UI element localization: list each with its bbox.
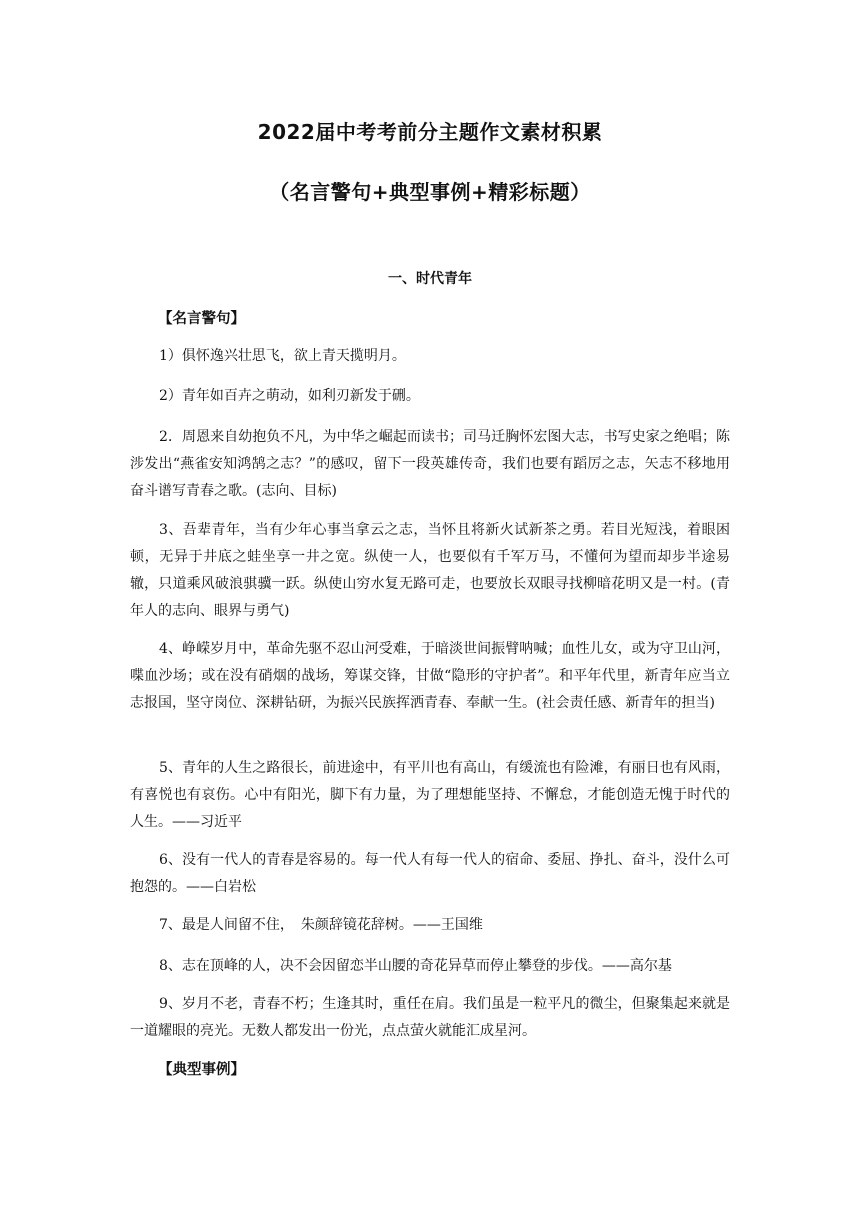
quote-item: 8、志在顶峰的人，决不会因留恋半山腰的奇花异草而停止攀登的步伐。——高尔基 bbox=[159, 958, 672, 974]
quote-item: 4、峥嵘岁月中，革命先驱不忍山河受难，于暗淡世间振臂呐喊；血性儿女，或为守卫山河，喋血沙场；或在没有硝烟的战场，筹谋交锋，甘做“隐形的守护者”。和平年代里，新青年应当立志报国，坚守岗位、深耕钻研，为振兴民族挥洒青春、奉献一生。(社会责任感、新青年的担当) bbox=[130, 641, 730, 711]
document-subtitle: （名言警句+典型事例+精彩标题） bbox=[269, 180, 591, 204]
quote-item: 2）青年如百卉之萌动，如利刃新发于硎。 bbox=[159, 388, 420, 404]
quote-item: 6、没有一代人的青春是容易的。每一代人有每一代人的宿命、委屈、挣扎、奋斗，没什么可抱怨的。——白岩松 bbox=[130, 852, 730, 895]
section-heading: 一、时代青年 bbox=[388, 271, 472, 287]
quote-item: 7、最是人间留不住， 朱颜辞镜花辞树。——王国维 bbox=[159, 917, 483, 933]
quote-item: 5、青年的人生之路很长，前进途中，有平川也有高山，有缓流也有险滩，有丽日也有风雨，有喜悦也有哀伤。心中有阳光，脚下有力量，为了理想能坚持、不懈怠，才能创造无愧于时代的人生。——习近平 bbox=[130, 760, 730, 830]
document-title: 2022届中考考前分主题作文素材积累 bbox=[257, 120, 603, 144]
quote-item: 1）俱怀逸兴壮思飞，欲上青天揽明月。 bbox=[159, 348, 406, 364]
quote-item: 2．周恩来自幼抱负不凡，为中华之崛起而读书；司马迁胸怀宏图大志，书写史家之绝唱；陈涉发出“燕雀安知鸿鹄之志？”的感叹，留下一段英雄传奇，我们也要有蹈厉之志，矢志不移地用奋斗谱写青春之歌。(志向、目标) bbox=[130, 429, 730, 499]
examples-label: 【典型事例】 bbox=[158, 1062, 245, 1078]
quote-item: 9、岁月不老，青春不朽；生逢其时，重任在肩。我们虽是一粒平凡的微尘，但聚集起来就是一道耀眼的亮光。无数人都发出一份光，点点萤火就能汇成星河。 bbox=[130, 996, 730, 1039]
quote-item: 3、吾辈青年，当有少年心事当拿云之志，当怀且将新火试新茶之勇。若目光短浅，着眼困顿，无异于井底之蛙坐享一井之宽。纵使一人，也要似有千军万马，不懂何为望而却步半途易辙，只道乘风破浪骐骥一跃。纵使山穷水复无路可走，也要放长双眼寻找柳暗花明又是一村。(青年人的志向、眼界与勇气) bbox=[130, 522, 730, 619]
quotes-label: 【名言警句】 bbox=[158, 311, 245, 327]
